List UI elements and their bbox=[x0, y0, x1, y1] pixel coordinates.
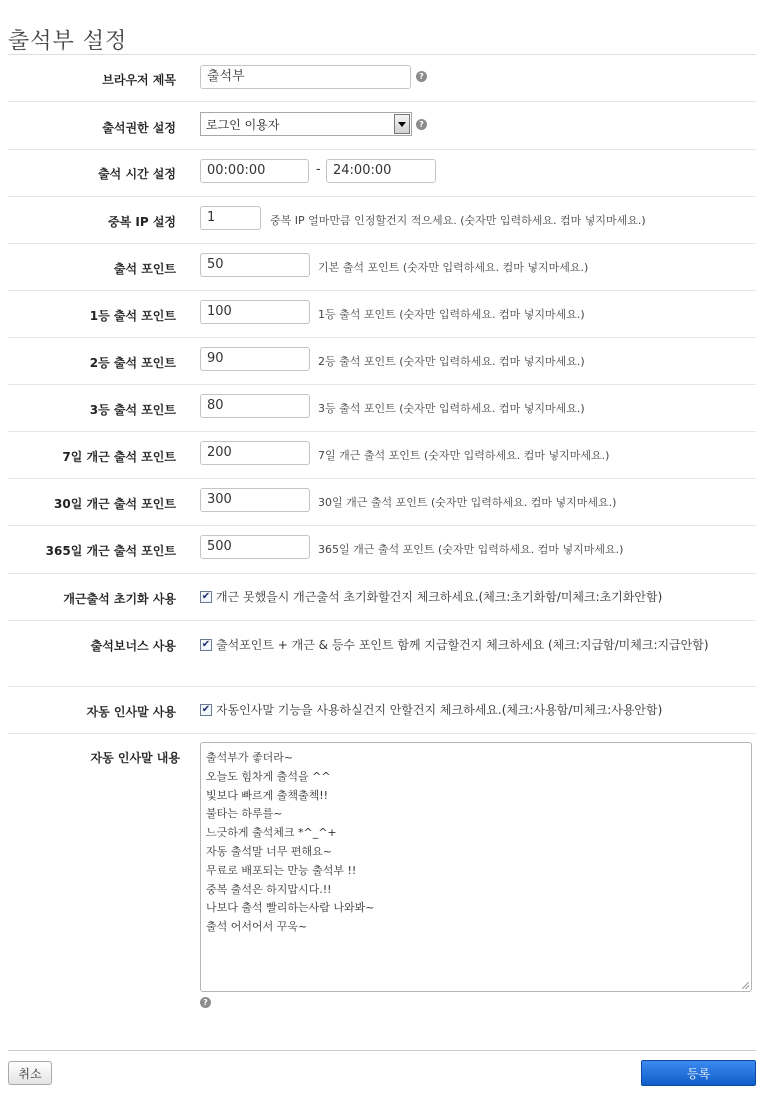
points-1st-input[interactable]: 100 bbox=[200, 300, 310, 324]
points-365day-hint: 365일 개근 출석 포인트 (숫자만 입력하세요. 컴마 넣지마세요.) bbox=[318, 543, 624, 556]
greet-line: 빛보다 빠르게 출책출첵!! bbox=[206, 788, 329, 802]
bonus-label: 출석보너스 사용 bbox=[90, 639, 176, 653]
row-browser-title bbox=[0, 55, 756, 102]
points-30day-hint: 30일 개근 출석 포인트 (숫자만 입력하세요. 컴마 넣지마세요.) bbox=[318, 496, 617, 509]
points-7day-label: 7일 개근 출석 포인트 bbox=[62, 450, 176, 464]
cancel-button[interactable]: 취소 bbox=[8, 1061, 52, 1085]
points-input[interactable]: 50 bbox=[200, 253, 310, 277]
help-icon[interactable]: ? bbox=[416, 119, 427, 130]
time-end-input[interactable]: 24:00:00 bbox=[326, 159, 436, 183]
points-1st-hint: 1등 출석 포인트 (숫자만 입력하세요. 컴마 넣지마세요.) bbox=[318, 308, 585, 321]
greet-line: 자동 출석말 너무 편해요~ bbox=[206, 844, 332, 858]
row-duplicate-ip bbox=[0, 197, 756, 244]
row-streak-reset bbox=[0, 574, 756, 621]
duplicate-ip-hint: 중복 IP 얼마만큼 인정할건지 적으세요. (숫자만 입력하세요. 컴마 넣지마세요.) bbox=[270, 214, 646, 227]
points-365day-input[interactable]: 500 bbox=[200, 535, 310, 559]
duplicate-ip-input[interactable]: 1 bbox=[200, 206, 261, 230]
points-2nd-input[interactable]: 90 bbox=[200, 347, 310, 371]
footer-divider bbox=[8, 1050, 756, 1051]
points-7day-hint: 7일 개근 출석 포인트 (숫자만 입력하세요. 컴마 넣지마세요.) bbox=[318, 449, 610, 462]
time-separator: - bbox=[316, 162, 321, 177]
points-365day-label: 365일 개근 출석 포인트 bbox=[45, 544, 176, 558]
auto-greet-label: 자동 인사말 사용 bbox=[86, 705, 176, 719]
points-3rd-label: 3등 출석 포인트 bbox=[89, 403, 176, 417]
points-1st-label: 1등 출석 포인트 bbox=[89, 309, 176, 323]
submit-button[interactable]: 등록 bbox=[641, 1060, 756, 1086]
points-7day-input[interactable]: 200 bbox=[200, 441, 310, 465]
row-permission bbox=[0, 102, 756, 150]
auto-greet-checkbox[interactable]: ✔ bbox=[201, 704, 211, 715]
greet-line: 출석부가 좋더라~ bbox=[206, 751, 294, 764]
browser-title-label: 브라우저 제목 bbox=[102, 73, 176, 87]
points-30day-label: 30일 개근 출석 포인트 bbox=[54, 497, 176, 511]
row-points-7day bbox=[0, 432, 756, 479]
bonus-checkbox[interactable]: ✔ bbox=[201, 639, 211, 650]
row-points-2nd bbox=[0, 338, 756, 385]
auto-greet-text: 자동인사말 기능을 사용하실건지 안할건지 체크하세요.(체크:사용함/미체크:사용안함) bbox=[216, 703, 663, 717]
points-30day-input[interactable]: 300 bbox=[200, 488, 310, 512]
streak-reset-checkbox[interactable]: ✔ bbox=[201, 591, 211, 602]
greet-line: 무료로 배포되는 만능 출석부 !! bbox=[206, 863, 357, 877]
resize-grip-icon[interactable] bbox=[742, 982, 749, 989]
chevron-down-icon[interactable] bbox=[394, 114, 410, 134]
greet-line: 중복 출석은 하지맙시다.!! bbox=[206, 882, 332, 896]
row-points-1st bbox=[0, 291, 756, 338]
greet-line: 느긋하게 출석체크 *^_^+ bbox=[206, 826, 337, 840]
row-points-3rd bbox=[0, 385, 756, 432]
streak-reset-label: 개근출석 초기화 사용 bbox=[63, 592, 176, 606]
browser-title-input[interactable]: 출석부 bbox=[200, 65, 411, 89]
row-bonus bbox=[0, 621, 756, 687]
row-auto-greet bbox=[0, 687, 756, 734]
greet-line: 출석 어서어서 꾸욱~ bbox=[206, 920, 308, 934]
greet-line: 불타는 하루를~ bbox=[206, 807, 283, 821]
points-label: 출석 포인트 bbox=[113, 262, 176, 276]
time-label: 출석 시간 설정 bbox=[98, 167, 176, 181]
row-points bbox=[0, 244, 756, 291]
permission-label: 출석권한 설정 bbox=[102, 121, 176, 135]
greet-content-label: 자동 인사말 내용 bbox=[90, 751, 180, 765]
row-points-365day bbox=[0, 526, 756, 574]
help-icon[interactable]: ? bbox=[200, 997, 211, 1008]
page-title: 출석부 설정 bbox=[8, 29, 128, 54]
duplicate-ip-label: 중복 IP 설정 bbox=[108, 215, 176, 229]
streak-reset-text: 개근 못했을시 개근출석 초기화할건지 체크하세요.(체크:초기화함/미체크:초기화안함) bbox=[216, 590, 663, 604]
points-2nd-label: 2등 출석 포인트 bbox=[89, 356, 176, 370]
help-icon[interactable]: ? bbox=[416, 71, 427, 82]
time-start-input[interactable]: 00:00:00 bbox=[200, 159, 309, 183]
greet-content-textarea[interactable] bbox=[200, 742, 752, 992]
bonus-text: 출석포인트 + 개근 & 등수 포인트 함께 지급할건지 체크하세요 (체크:지급함/미체크:지급안함) bbox=[216, 638, 709, 652]
greet-line: 오늘도 힘차게 출석을 ^^ bbox=[206, 769, 331, 783]
points-2nd-hint: 2등 출석 포인트 (숫자만 입력하세요. 컴마 넣지마세요.) bbox=[318, 355, 585, 368]
points-hint: 기본 출석 포인트 (숫자만 입력하세요. 컴마 넣지마세요.) bbox=[318, 261, 589, 274]
points-3rd-input[interactable]: 80 bbox=[200, 394, 310, 418]
row-attendance-time bbox=[0, 150, 756, 197]
greet-line: 나보다 출석 빨리하는사람 나와봐~ bbox=[206, 901, 375, 915]
permission-select[interactable] bbox=[200, 112, 412, 136]
row-points-30day bbox=[0, 479, 756, 526]
permission-select-value: 로그인 이용자 bbox=[206, 118, 280, 132]
points-3rd-hint: 3등 출석 포인트 (숫자만 입력하세요. 컴마 넣지마세요.) bbox=[318, 402, 585, 415]
